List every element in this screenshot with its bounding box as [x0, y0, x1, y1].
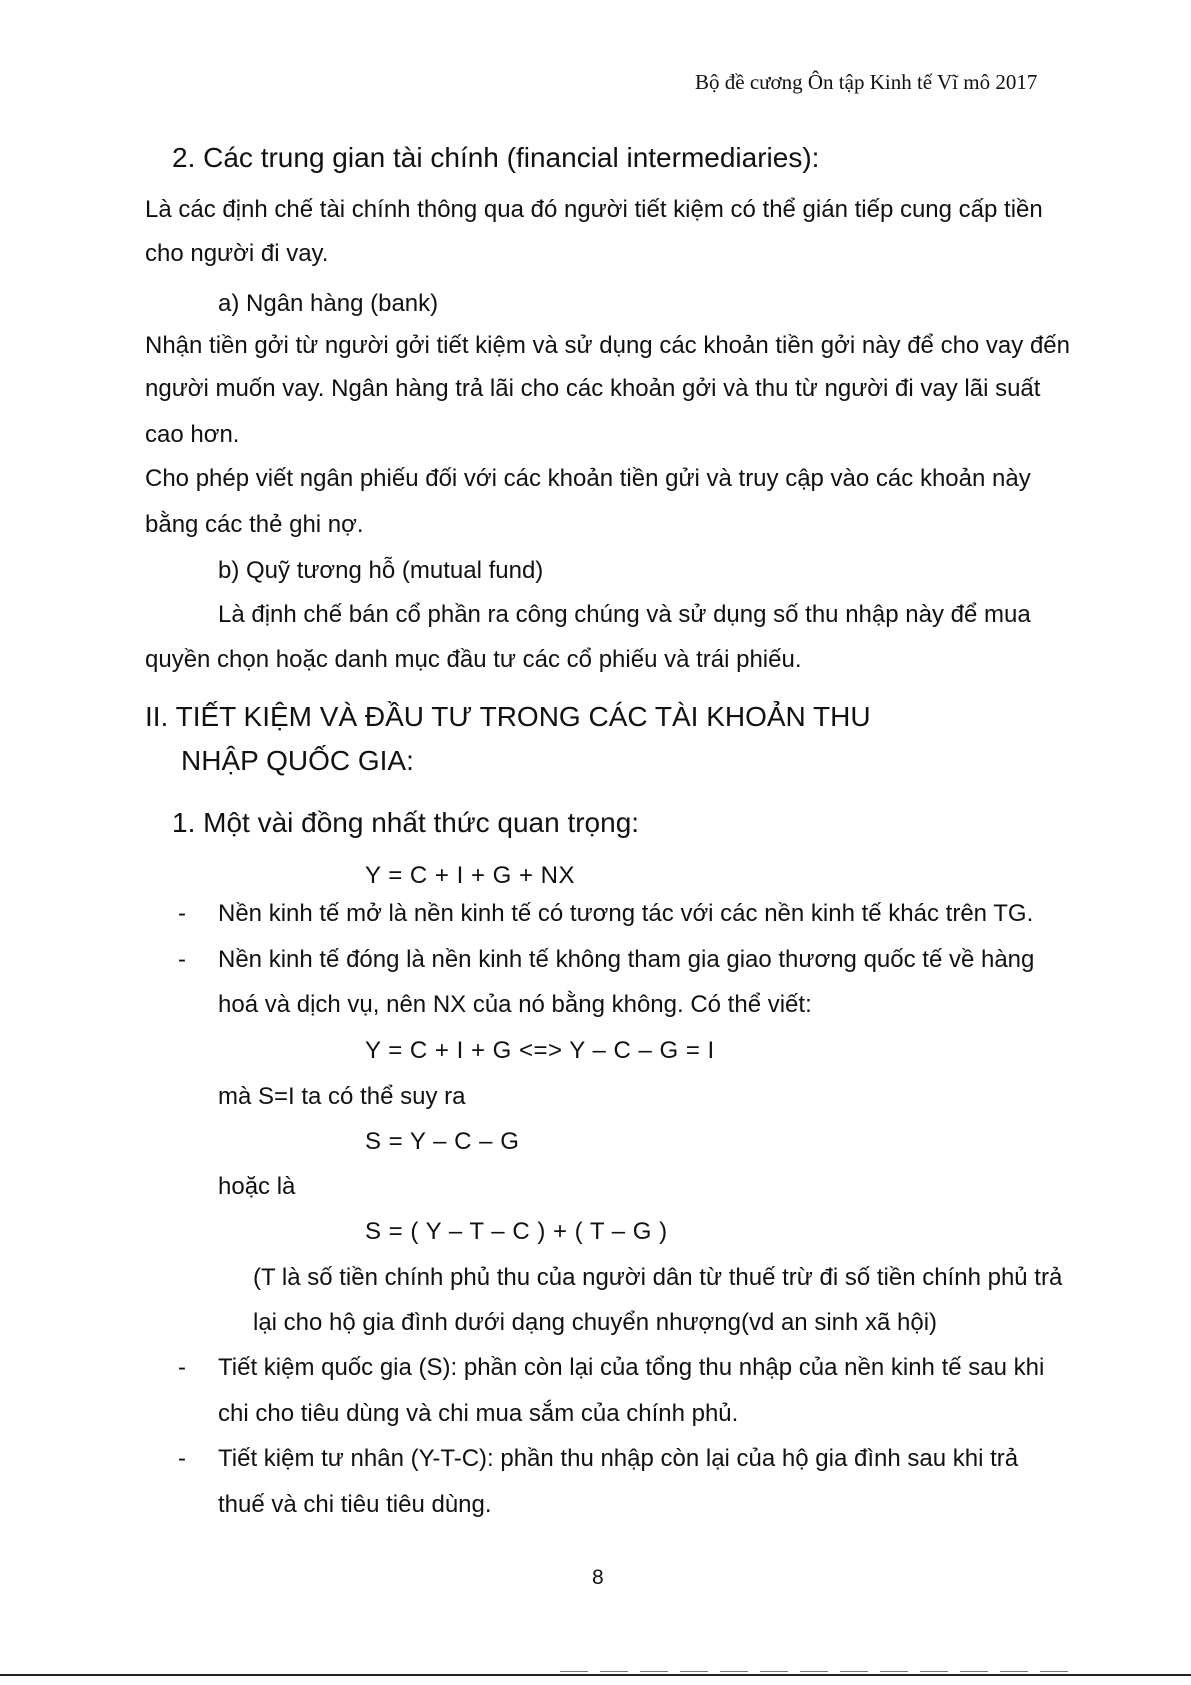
section-heading-cont: NHẬP QUỐC GIA: [181, 745, 414, 776]
note-line: lại cho hộ gia đình dưới dạng chuyển nhượng(vd an sinh xã hội) [253, 1309, 938, 1336]
bullet-text: Nền kinh tế mở là nền kinh tế có tương tác với các nền kinh tế khác trên TG. [218, 900, 1034, 927]
paragraph-line: Là các định chế tài chính thông qua đó người tiết kiệm có thể gián tiếp cung cấp tiền [145, 196, 1043, 223]
bullet-text: Tiết kiệm tư nhân (Y-T-C): phần thu nhập còn lại của hộ gia đình sau khi trả [218, 1445, 1019, 1472]
bullet-text: Tiết kiệm quốc gia (S): phần còn lại của tổng thu nhập của nền kinh tế sau khi [218, 1354, 1045, 1381]
paragraph-line: cao hơn. [145, 421, 240, 448]
heading-bank: a) Ngân hàng (bank) [218, 290, 439, 317]
equation: S = Y – C – G [365, 1128, 520, 1155]
bullet-dash: - [178, 1354, 186, 1381]
bullet-text-cont: thuế và chi tiêu tiêu dùng. [218, 1491, 492, 1518]
heading-financial-intermediaries: 2. Các trung gian tài chính (financial intermediaries): [172, 142, 820, 173]
note-line: (T là số tiền chính phủ thu của người dân từ thuế trừ đi số tiền chính phủ trả [253, 1264, 1063, 1291]
text-line: mà S=I ta có thể suy ra [218, 1083, 466, 1110]
bullet-dash: - [178, 1445, 186, 1472]
paragraph-line: cho người đi vay. [145, 240, 329, 267]
bullet-text: Nền kinh tế đóng là nền kinh tế không tham gia giao thương quốc tế về hàng [218, 946, 1035, 973]
footer-rule [0, 1674, 1191, 1676]
paragraph-line: quyền chọn hoặc danh mục đầu tư các cổ phiếu và trái phiếu. [145, 646, 802, 673]
paragraph-line: người muốn vay. Ngân hàng trả lãi cho các khoản gởi và thu từ người đi vay lãi suất [145, 375, 1041, 402]
paragraph-line: bằng các thẻ ghi nợ. [145, 511, 364, 538]
equation: S = ( Y – T – C ) + ( T – G ) [365, 1218, 668, 1245]
page-number: 8 [592, 1566, 604, 1589]
bullet-dash: - [178, 900, 186, 927]
heading-identities: 1. Một vài đồng nhất thức quan trọng: [172, 807, 640, 838]
page-header: Bộ đề cương Ôn tập Kinh tế Vĩ mô 2017 [695, 70, 1038, 94]
equation: Y = C + I + G + NX [365, 862, 575, 889]
bullet-text-cont: chi cho tiêu dùng và chi mua sắm của chính phủ. [218, 1400, 739, 1427]
paragraph-line: Là định chế bán cổ phần ra công chúng và sử dụng số thu nhập này để mua [218, 601, 1031, 628]
bullet-text-cont: hoá và dịch vụ, nên NX của nó bằng không. Có thể viết: [218, 991, 812, 1018]
heading-mutual-fund: b) Quỹ tương hỗ (mutual fund) [218, 557, 544, 584]
paragraph-line: Cho phép viết ngân phiếu đối với các khoản tiền gửi và truy cập vào các khoản này [145, 465, 1031, 492]
text-line: hoặc là [218, 1173, 296, 1200]
section-heading: II. TIẾT KIỆM VÀ ĐẦU TƯ TRONG CÁC TÀI KHOẢN THU [145, 701, 871, 732]
bullet-dash: - [178, 946, 186, 973]
equation: Y = C + I + G <=> Y – C – G = I [365, 1037, 715, 1064]
paragraph-line: Nhận tiền gởi từ người gởi tiết kiệm và sử dụng các khoản tiền gởi này để cho vay đến [145, 332, 1070, 359]
footer-dashed-line [560, 1671, 1080, 1672]
